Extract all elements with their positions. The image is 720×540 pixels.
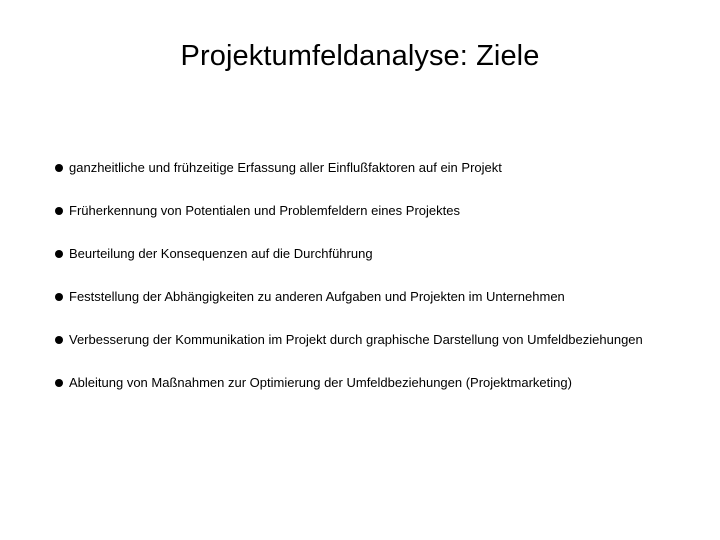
bullet-dot-icon bbox=[55, 164, 63, 172]
bullet-text: ganzheitliche und frühzeitige Erfassung aller Einflußfaktoren auf ein Projekt bbox=[69, 160, 502, 175]
bullet-text: Verbesserung der Kommunikation im Projekt durch graphische Darstellung von Umfeldbeziehungen bbox=[69, 332, 643, 347]
bullet-item bbox=[52, 197, 712, 240]
bullet-item bbox=[52, 369, 712, 412]
bullet-dot-icon bbox=[55, 379, 63, 387]
bullet-item bbox=[52, 154, 712, 197]
bullet-dot-icon bbox=[55, 207, 63, 215]
slide-title: Projektumfeldanalyse: Ziele bbox=[180, 40, 540, 72]
bullet-dot-icon bbox=[55, 293, 63, 301]
bullet-dot-icon bbox=[55, 336, 63, 344]
bullet-text: Ableitung von Maßnahmen zur Optimierung der Umfeldbeziehungen (Projektmarketing) bbox=[69, 375, 572, 390]
bullet-item bbox=[52, 240, 712, 283]
bullet-text: Feststellung der Abhängigkeiten zu anderen Aufgaben und Projekten im Unternehmen bbox=[69, 289, 565, 304]
bullet-item bbox=[52, 326, 712, 369]
bullet-item bbox=[52, 283, 712, 326]
bullet-text: Beurteilung der Konsequenzen auf die Durchführung bbox=[69, 246, 373, 261]
bullet-text: Früherkennung von Potentialen und Problemfeldern eines Projektes bbox=[69, 203, 460, 218]
bullet-list bbox=[52, 154, 712, 412]
bullet-dot-icon bbox=[55, 250, 63, 258]
